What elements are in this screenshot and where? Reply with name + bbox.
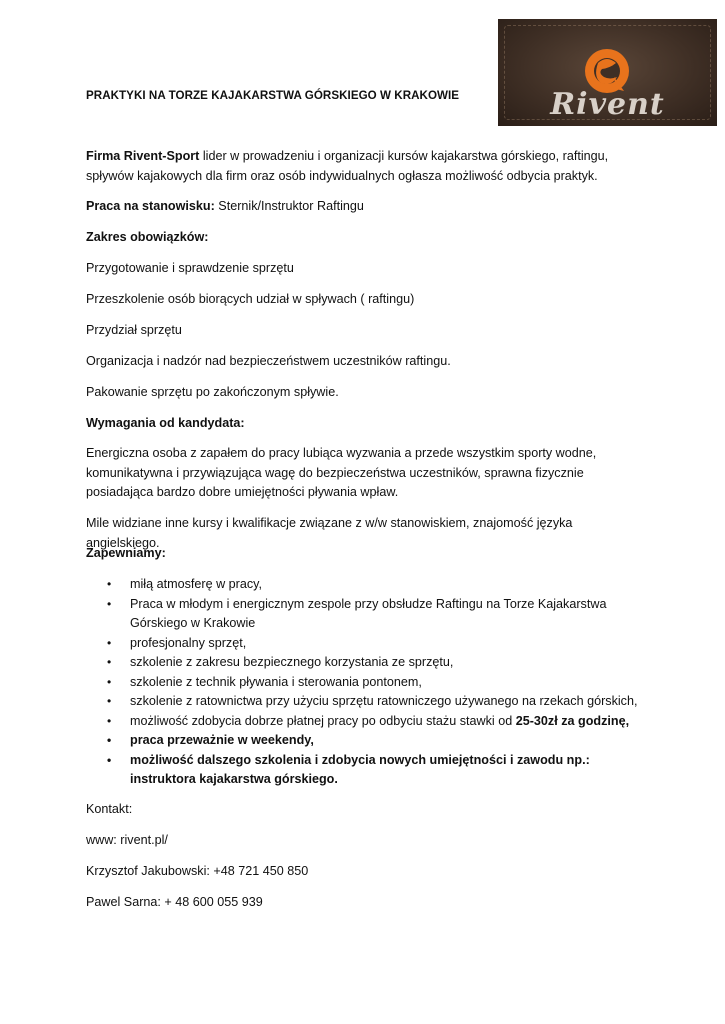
bullet-icon: • xyxy=(107,752,112,767)
bullet-icon: • xyxy=(107,694,112,708)
company-name: Firma Rivent-Sport xyxy=(86,149,200,163)
list-item: • możliwość zdobycia dobrze płatnej pracy po odbyciu stażu stawki od 25-30zł za godzinę, xyxy=(86,712,646,732)
position-label: Praca na stanowisku: xyxy=(86,199,215,213)
duty-item: Przydział sprzętu xyxy=(86,323,182,337)
contact-person: Krzysztof Jakubowski: +48 721 450 850 xyxy=(86,864,309,878)
duty-item: Przygotowanie i sprawdzenie sprzętu xyxy=(86,261,294,275)
position-line xyxy=(86,197,646,217)
contact-website: www: rivent.pl/ xyxy=(86,833,168,847)
list-item: • możliwość dalszego szkolenia i zdobycia nowych umiejętności i zawodu np.: instruktora kajakarstwa górskiego. xyxy=(107,752,590,786)
position-value: Sternik/Instruktor Raftingu xyxy=(214,199,364,213)
list-item: • szkolenie z zakresu bezpiecznego korzystania ze sprzętu, xyxy=(86,653,646,673)
contact-heading: Kontakt: xyxy=(86,802,133,816)
logo-wordmark: Rivent xyxy=(550,87,665,122)
bullet-icon: • xyxy=(107,655,112,669)
duty-item: Przeszkolenie osób biorących udział w spływach ( raftingu) xyxy=(86,292,415,306)
list-item: • Praca w młodym i energicznym zespole przy obsłudze Raftingu na Torze Kajakarstwa Górskiego w Krakowie xyxy=(107,596,607,630)
bullet-icon: • xyxy=(107,674,112,689)
requirements-text: Energiczna osoba z zapałem do pracy lubiąca wyzwania a przede wszystkim sporty wodne, komunikatywna i przywiązująca wagę do bezpieczeństwa uczestników, sprawna fizycznie posiadająca bardzo dobre umiejętności pływania wpław. xyxy=(86,446,597,499)
bullet-icon: • xyxy=(107,713,112,728)
requirements-extra: Mile widziane inne kursy i kwalifikacje związane z w/w stanowiskiem, znajomość języka angielskiego. xyxy=(86,516,573,550)
list-item: • miłą atmosferę w pracy, xyxy=(86,575,646,595)
contact-person: Pawel Sarna: + 48 600 055 939 xyxy=(86,895,263,909)
offer-heading: Zapewniamy: xyxy=(86,546,166,560)
list-item: • szkolenie z ratownictwa przy użyciu sprzętu ratowniczego używanego na rzekach górskich, xyxy=(86,692,646,712)
intro-text: lider w prowadzeniu i organizacji kursów kajakarstwa górskiego, raftingu, spływów kajakowych dla firm oraz osób indywidualnych ogłasza możliwość odbycia praktyk. xyxy=(86,149,609,183)
offer-list xyxy=(86,575,646,790)
list-item: • profesjonalny sprzęt, xyxy=(86,634,646,654)
intro-paragraph xyxy=(86,147,646,186)
bullet-icon: • xyxy=(107,596,112,611)
bullet-icon: • xyxy=(107,635,112,650)
list-item: • praca przeważnie w weekendy, xyxy=(86,731,646,751)
rivent-logo xyxy=(498,19,717,126)
bullet-icon: • xyxy=(107,577,112,591)
duty-item: Pakowanie sprzętu po zakończonym spływie. xyxy=(86,385,339,399)
wage-rate: 25-30zł za godzinę, xyxy=(515,713,630,728)
list-item: • szkolenie z technik pływania i sterowania pontonem, xyxy=(86,673,646,693)
bullet-icon: • xyxy=(107,733,112,747)
duty-item: Organizacja i nadzór nad bezpieczeństwem uczestników raftingu. xyxy=(86,354,451,368)
requirements-heading: Wymagania od kandydata: xyxy=(86,416,245,430)
duties-heading: Zakres obowiązków: xyxy=(86,230,209,244)
document-title: PRAKTYKI NA TORZE KAJAKARSTWA GÓRSKIEGO W KRAKOWIE xyxy=(86,89,460,102)
